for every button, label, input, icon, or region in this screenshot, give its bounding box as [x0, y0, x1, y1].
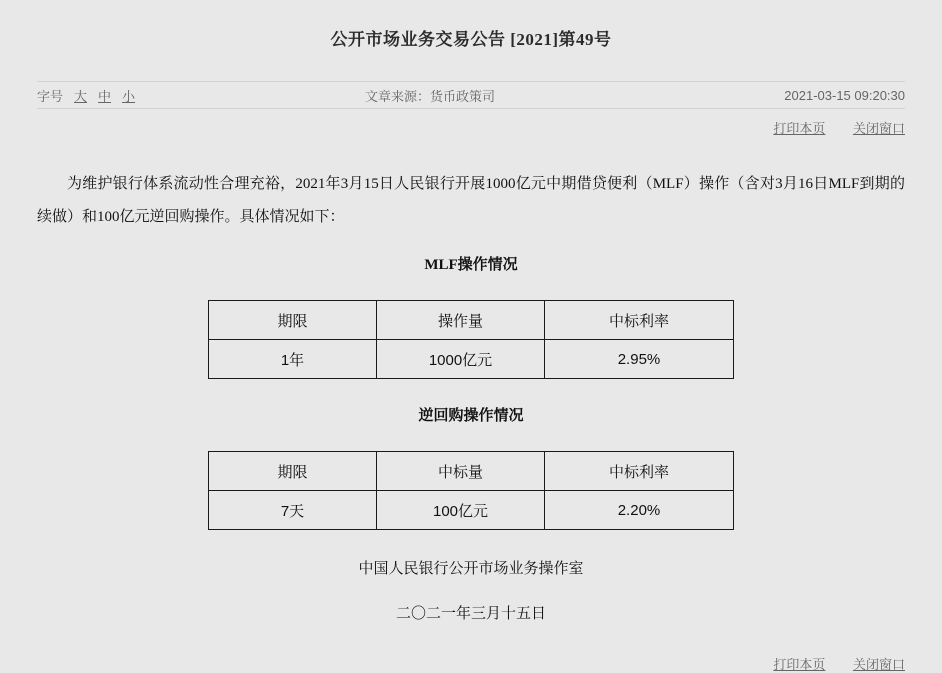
table-row	[209, 340, 734, 379]
table-header-row	[209, 452, 734, 491]
font-size-label: 字号	[37, 88, 64, 104]
publish-timestamp: 2021-03-15 09:20:30	[784, 87, 905, 103]
table-cell: 1000亿元	[377, 340, 545, 379]
table-header-cell: 中标利率	[545, 301, 734, 340]
table-cell: 2.20%	[545, 491, 734, 530]
repo-section-heading: 逆回购操作情况	[418, 408, 524, 424]
close-window-link-bottom[interactable]: 关闭窗口	[852, 657, 905, 672]
mlf-table	[208, 300, 734, 379]
print-page-link-top[interactable]: 打印本页	[773, 121, 826, 136]
repo-table	[208, 451, 734, 530]
table-cell: 100亿元	[377, 491, 545, 530]
font-size-controls	[37, 86, 365, 105]
source-label: 文章来源：	[365, 88, 431, 104]
announcement-paragraph: 为维护银行体系流动性合理充裕，2021年3月15日人民银行开展1000亿元中期借贷便利（MLF）操作（含对3月16日MLF到期的续做）和100亿元逆回购操作。具体情况如下：	[37, 176, 905, 225]
table-row	[209, 491, 734, 530]
table-header-row	[209, 301, 734, 340]
table-cell: 1年	[209, 340, 377, 379]
table-header-cell: 中标利率	[545, 452, 734, 491]
table-header-cell: 期限	[209, 452, 377, 491]
print-page-link-bottom[interactable]: 打印本页	[773, 657, 826, 672]
bottom-action-links	[37, 654, 905, 673]
table-cell: 2.95%	[545, 340, 734, 379]
page-title: 公开市场业务交易公告 [2021]第49号	[330, 30, 612, 49]
font-size-large-link[interactable]: 大	[74, 88, 88, 104]
signature-date: 二〇二一年三月十五日	[395, 606, 546, 622]
article-source	[365, 86, 784, 105]
table-cell: 7天	[209, 491, 377, 530]
close-window-link-top[interactable]: 关闭窗口	[852, 121, 905, 136]
font-size-small-link[interactable]: 小	[122, 88, 136, 104]
meta-bar	[37, 81, 905, 109]
signature: 中国人民银行公开市场业务操作室	[358, 561, 584, 577]
source-value: 货币政策司	[430, 88, 496, 104]
top-action-links	[37, 118, 905, 137]
table-header-cell: 操作量	[377, 301, 545, 340]
table-header-cell: 中标量	[377, 452, 545, 491]
mlf-section-heading: MLF操作情况	[424, 257, 518, 273]
font-size-medium-link[interactable]: 中	[98, 88, 112, 104]
table-header-cell: 期限	[209, 301, 377, 340]
